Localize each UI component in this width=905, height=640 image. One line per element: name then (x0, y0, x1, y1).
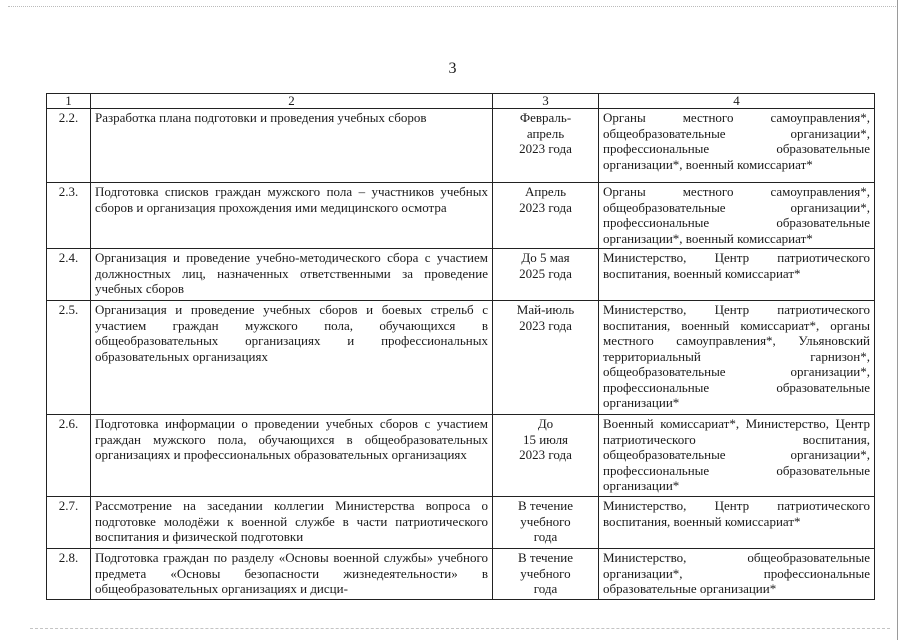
deadline (493, 109, 599, 183)
executors: Министерство, общеобразовательные организации*, профессиональные образовательные организации* (599, 549, 875, 600)
deadline (493, 415, 599, 497)
activity-name: Подготовка списков граждан мужского пола – участников учебных сборов и организация прохождения ими медицинского осмотра (91, 183, 493, 249)
header-col-1: 1 (47, 94, 91, 109)
deadline-line: Апрель (524, 184, 567, 199)
deadline (493, 249, 599, 301)
plan-table (46, 93, 875, 600)
table-row (47, 549, 875, 600)
deadline-line: учебного (520, 565, 571, 581)
deadline (493, 497, 599, 549)
deadline-line: 2025 года (519, 265, 572, 281)
executors: Военный комиссариат*, Министерство, Центр патриотического воспитания, общеобразовательные организации*, профессиональные образовательные организации* (599, 415, 875, 497)
deadline (493, 549, 599, 600)
row-number: 2.6. (47, 415, 91, 497)
row-number: 2.5. (47, 301, 91, 415)
table-row (47, 301, 875, 415)
activity-name: Рассмотрение на заседании коллегии Министерства вопроса о подготовке молодёжи к военной службе в части патриотического воспитания и физической подготовки (91, 497, 493, 549)
deadline-line: года (533, 529, 558, 544)
deadline-line: До 5 мая (521, 250, 570, 265)
activity-name: Организация и проведение учебно-методического сбора с участием должностных лиц, назначенных ответственными за проведение учебных сборов (91, 249, 493, 301)
scan-edge-top (8, 6, 898, 8)
header-col-3: 3 (493, 94, 599, 109)
activity-name: Подготовка информации о проведении учебных сборов с участием граждан мужского пола, обучающихся в общеобразовательных организациях и профессиональных образовательных организациях (91, 415, 493, 497)
deadline-line: В течение (517, 550, 574, 565)
executors: Органы местного самоуправления*, общеобразовательные организации*, профессиональные образовательные организации*, военный комиссариат* (599, 109, 875, 183)
row-number: 2.3. (47, 183, 91, 249)
row-number: 2.2. (47, 109, 91, 183)
table-row (47, 183, 875, 249)
executors: Министерство, Центр патриотического воспитания, военный комиссариат*, органы местного самоуправления*, Ульяновский территориальный гарнизон*, общеобразовательные организации*, профессиональные образовательные организации* (599, 301, 875, 415)
header-col-2: 2 (91, 94, 493, 109)
scan-edge-bottom (30, 628, 890, 630)
deadline-line: 15 июля (522, 431, 569, 447)
deadline-line: 2023 года (519, 447, 572, 462)
deadline (493, 183, 599, 249)
row-number: 2.7. (47, 497, 91, 549)
table-row (47, 415, 875, 497)
deadline-line: 2023 года (519, 317, 572, 333)
deadline-line: Май-июль (516, 302, 575, 317)
page-number: 3 (448, 60, 457, 77)
activity-name: Разработка плана подготовки и проведения учебных сборов (91, 109, 493, 183)
deadline-line: До (537, 416, 554, 431)
table-row (47, 109, 875, 183)
deadline-line: апрель (526, 125, 565, 141)
executors: Министерство, Центр патриотического воспитания, военный комиссариат* (599, 249, 875, 301)
table-row (47, 249, 875, 301)
executors: Органы местного самоуправления*, общеобразовательные организации*, профессиональные образовательные организации*, военный комиссариат* (599, 183, 875, 249)
header-row (47, 94, 875, 109)
row-number: 2.4. (47, 249, 91, 301)
deadline-line: 2023 года (519, 141, 572, 156)
executors: Министерство, Центр патриотического воспитания, военный комиссариат* (599, 497, 875, 549)
deadline-line: Февраль- (519, 110, 572, 125)
deadline-line: года (533, 581, 558, 596)
row-number: 2.8. (47, 549, 91, 600)
deadline-line: В течение (517, 498, 574, 513)
activity-name: Организация и проведение учебных сборов и боевых стрельб с участием граждан мужского пола, обучающихся в общеобразовательных организациях и профессиональных образовательных организациях (91, 301, 493, 415)
table-row (47, 497, 875, 549)
deadline-line: 2023 года (519, 199, 572, 215)
deadline (493, 301, 599, 415)
deadline-line: учебного (520, 513, 571, 529)
activity-name: Подготовка граждан по разделу «Основы военной службы» учебного предмета «Основы безопасности жизнедеятельности» в общеобразовательных организациях и дисци- (91, 549, 493, 600)
scan-edge-right (897, 0, 898, 640)
header-col-4: 4 (599, 94, 875, 109)
